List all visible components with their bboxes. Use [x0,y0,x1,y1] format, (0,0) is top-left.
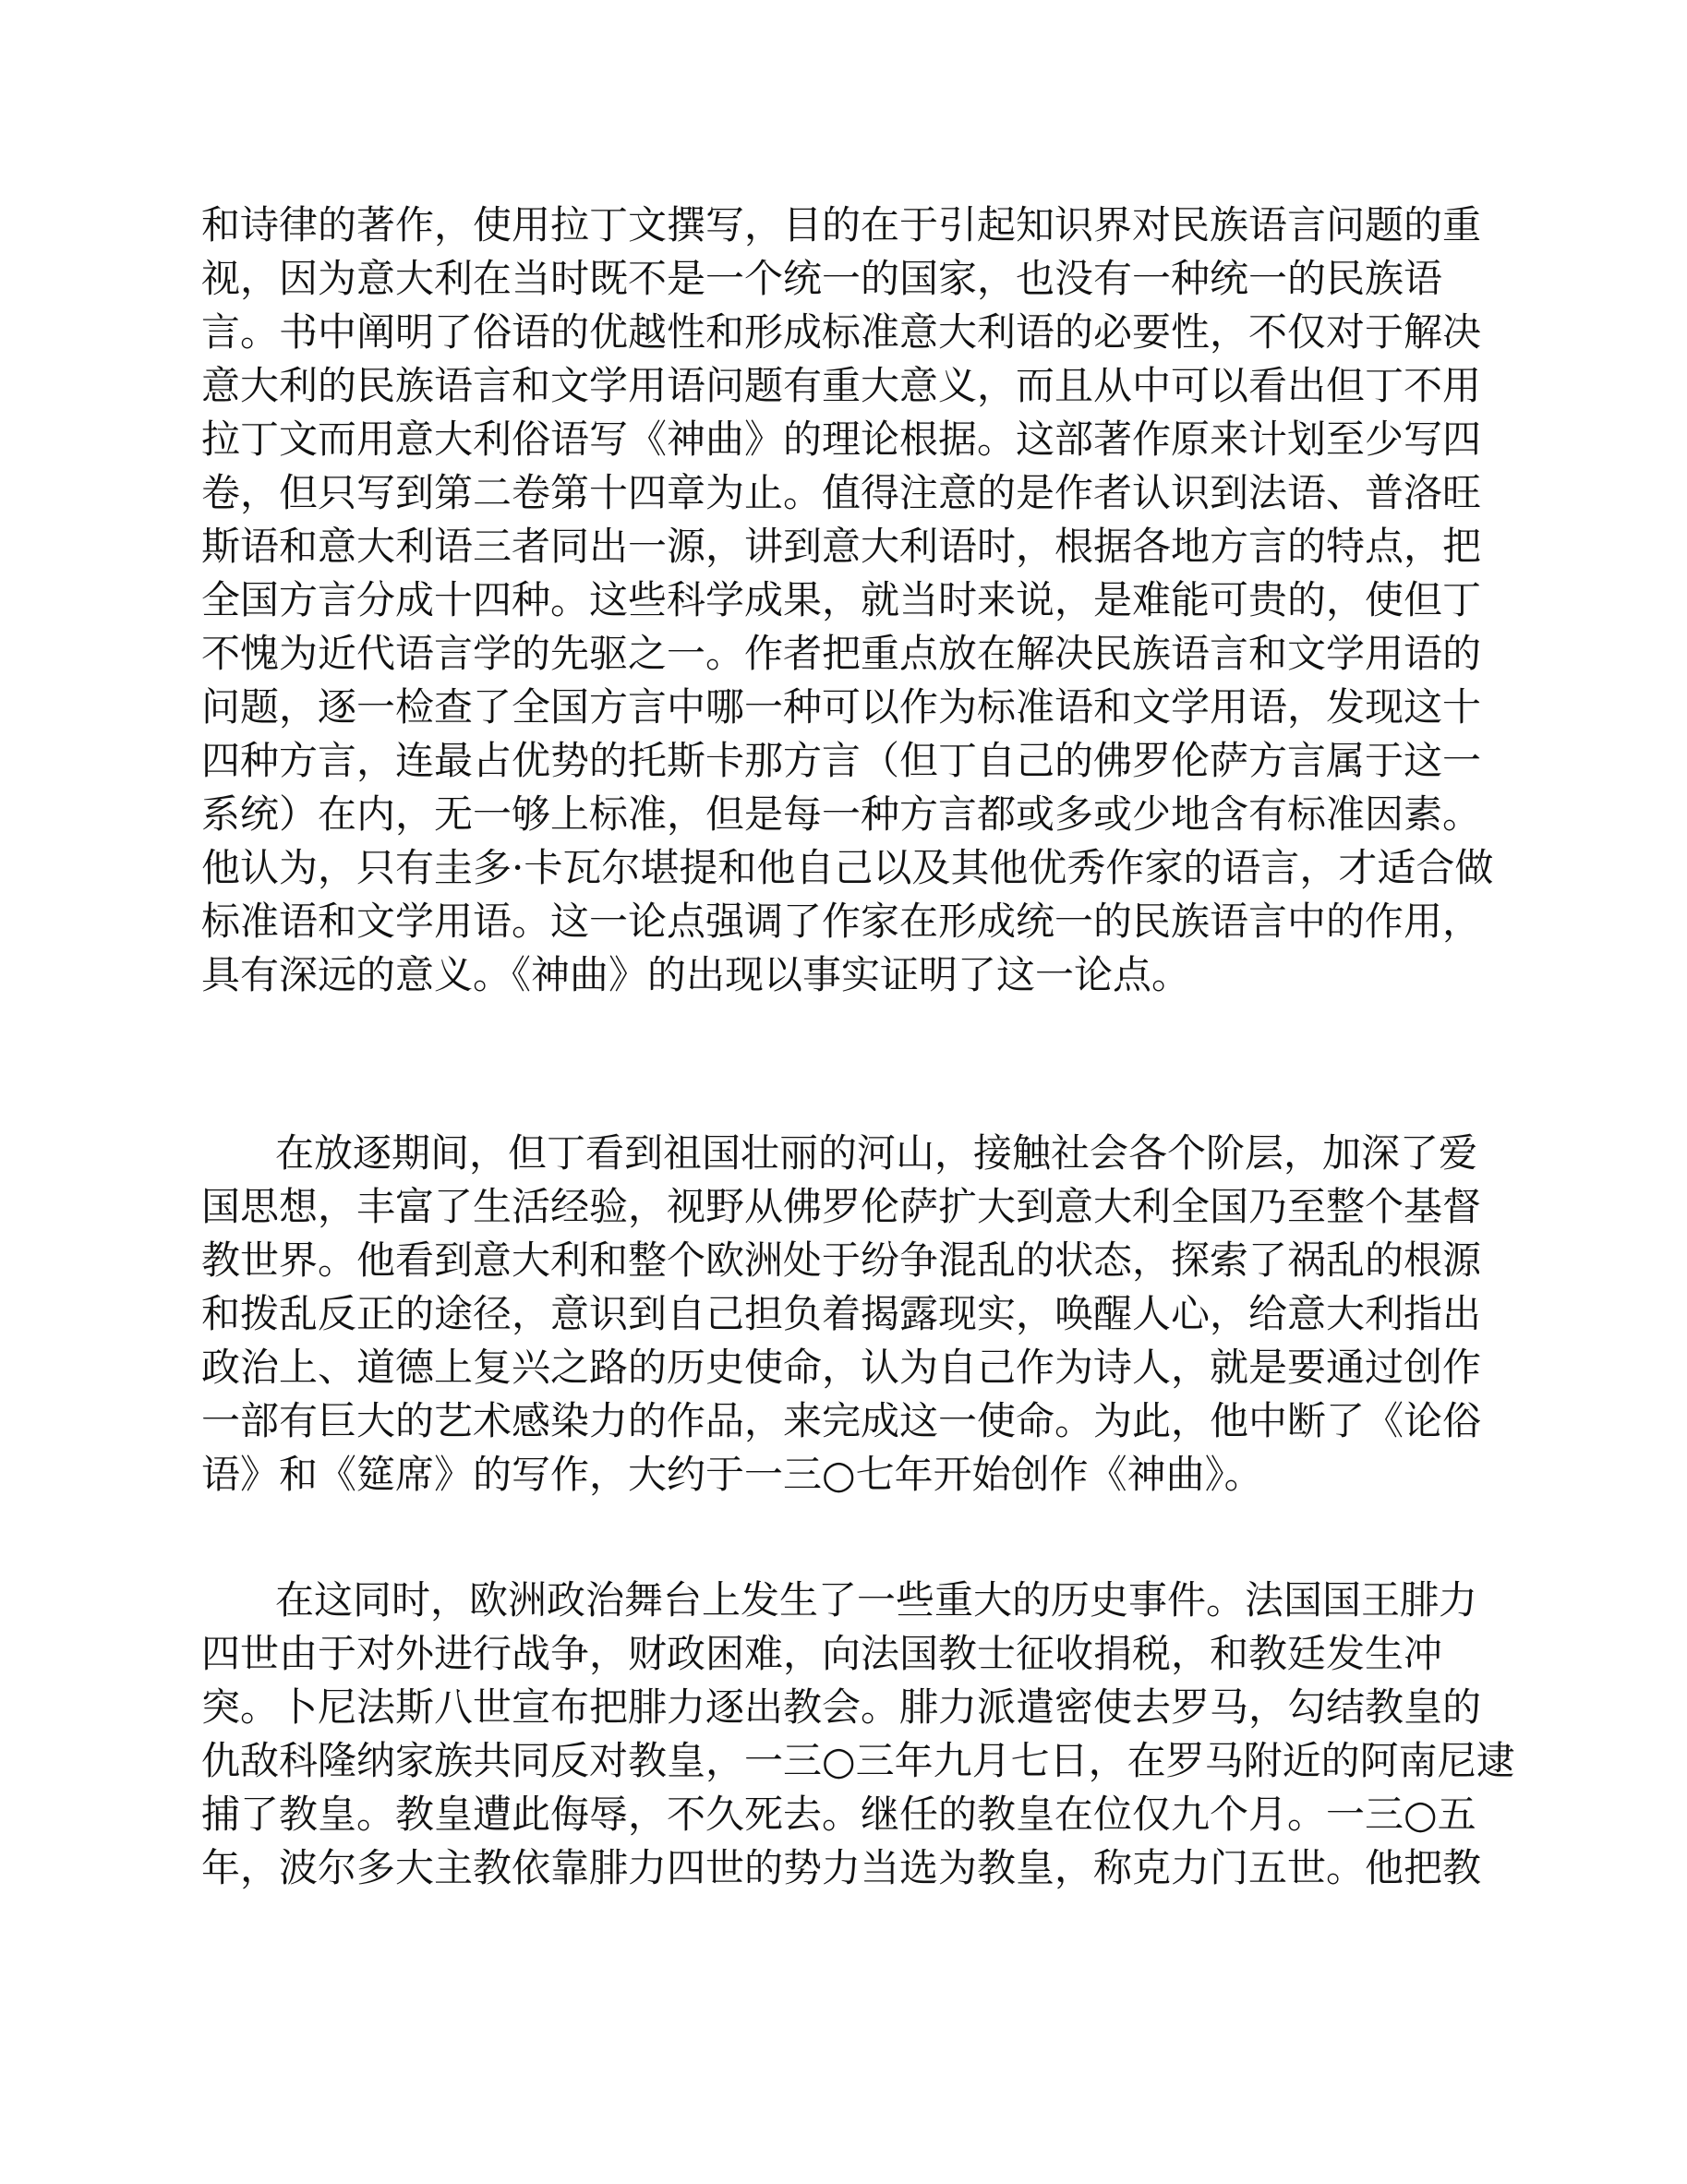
text-line: 和拨乱反正的途径，意识到自己担负着揭露现实，唤醒人心，给意大利指出 [201,1291,1482,1336]
text-line: 系统）在内，无一够上标准，但是每一种方言都或多或少地含有标准因素。 [201,791,1482,837]
text-line: 他认为，只有圭多·卡瓦尔堪提和他自己以及其他优秀作家的语言，才适合做 [201,845,1494,890]
text-line: 一部有巨大的艺术感染力的作品，来完成这一使命。为此，他中断了《论俗 [201,1398,1482,1443]
text-line: 仇敌科隆纳家族共同反对教皇，一三○三年九月七日，在罗马附近的阿南尼逮 [201,1738,1515,1783]
text-line: 视，因为意大利在当时既不是一个统一的国家，也没有一种统一的民族语 [201,256,1443,301]
paragraph-2 [201,1127,1503,1502]
text-line: 四种方言，连最占优势的托斯卡那方言（但丁自己的佛罗伦萨方言属于这一 [201,738,1482,783]
text-line: 捕了教皇。教皇遭此侮辱，不久死去。继任的教皇在位仅九个月。一三○五 [201,1792,1476,1837]
text-line: 年，波尔多大主教依靠腓力四世的势力当选为教皇，称克力门五世。他把教 [201,1845,1482,1890]
text-line-indented: 在放逐期间，但丁看到祖国壮丽的河山，接触社会各个阶层，加深了爱 [275,1130,1478,1176]
text-line: 国思想，丰富了生活经验，视野从佛罗伦萨扩大到意大利全国乃至整个基督 [201,1184,1482,1229]
text-line-indented: 在这同时，欧洲政治舞台上发生了一些重大的历史事件。法国国王腓力 [275,1577,1478,1623]
text-line: 问题，逐一检查了全国方言中哪一种可以作为标准语和文学用语，发现这十 [201,684,1482,730]
text-line: 具有深远的意义。《神曲》的出现以事实证明了这一论点。 [201,952,1191,997]
text-line: 卷，但只写到第二卷第十四章为止。值得注意的是作者认识到法语、普洛旺 [201,470,1482,515]
text-line: 和诗律的著作，使用拉丁文撰写，目的在于引起知识界对民族语言问题的重 [201,202,1482,247]
text-line: 不愧为近代语言学的先驱之一。作者把重点放在解决民族语言和文学用语的 [201,631,1482,676]
text-line: 拉丁文而用意大利俗语写《神曲》的理论根据。这部著作原来计划至少写四 [201,416,1482,462]
text-line: 教世界。他看到意大利和整个欧洲处于纷争混乱的状态，探索了祸乱的根源 [201,1237,1482,1283]
text-line: 突。卜尼法斯八世宣布把腓力逐出教会。腓力派遣密使去罗马，勾结教皇的 [201,1684,1482,1730]
text-line: 斯语和意大利语三者同出一源，讲到意大利语时，根据各地方言的特点，把 [201,524,1482,569]
paragraph-3 [201,1574,1515,1895]
text-line: 意大利的民族语言和文学用语问题有重大意义，而且从中可以看出但丁不用 [201,363,1482,408]
text-line: 政治上、道德上复兴之路的历史使命，认为自己作为诗人，就是要通过创作 [201,1345,1482,1390]
text-line: 四世由于对外进行战争，财政困难，向法国教士征收捐税，和教廷发生冲 [201,1631,1443,1676]
text-line: 语》和《筵席》的写作，大约于一三○七年开始创作《神曲》。 [201,1452,1263,1497]
text-line: 标准语和文学用语。这一论点强调了作家在形成统一的民族语言中的作用， [201,899,1482,944]
text-line: 全国方言分成十四种。这些科学成果，就当时来说，是难能可贵的，使但丁 [201,577,1482,622]
paragraph-1 [201,199,1503,1002]
text-line: 言。书中阐明了俗语的优越性和形成标准意大利语的必要性，不仅对于解决 [201,309,1482,355]
